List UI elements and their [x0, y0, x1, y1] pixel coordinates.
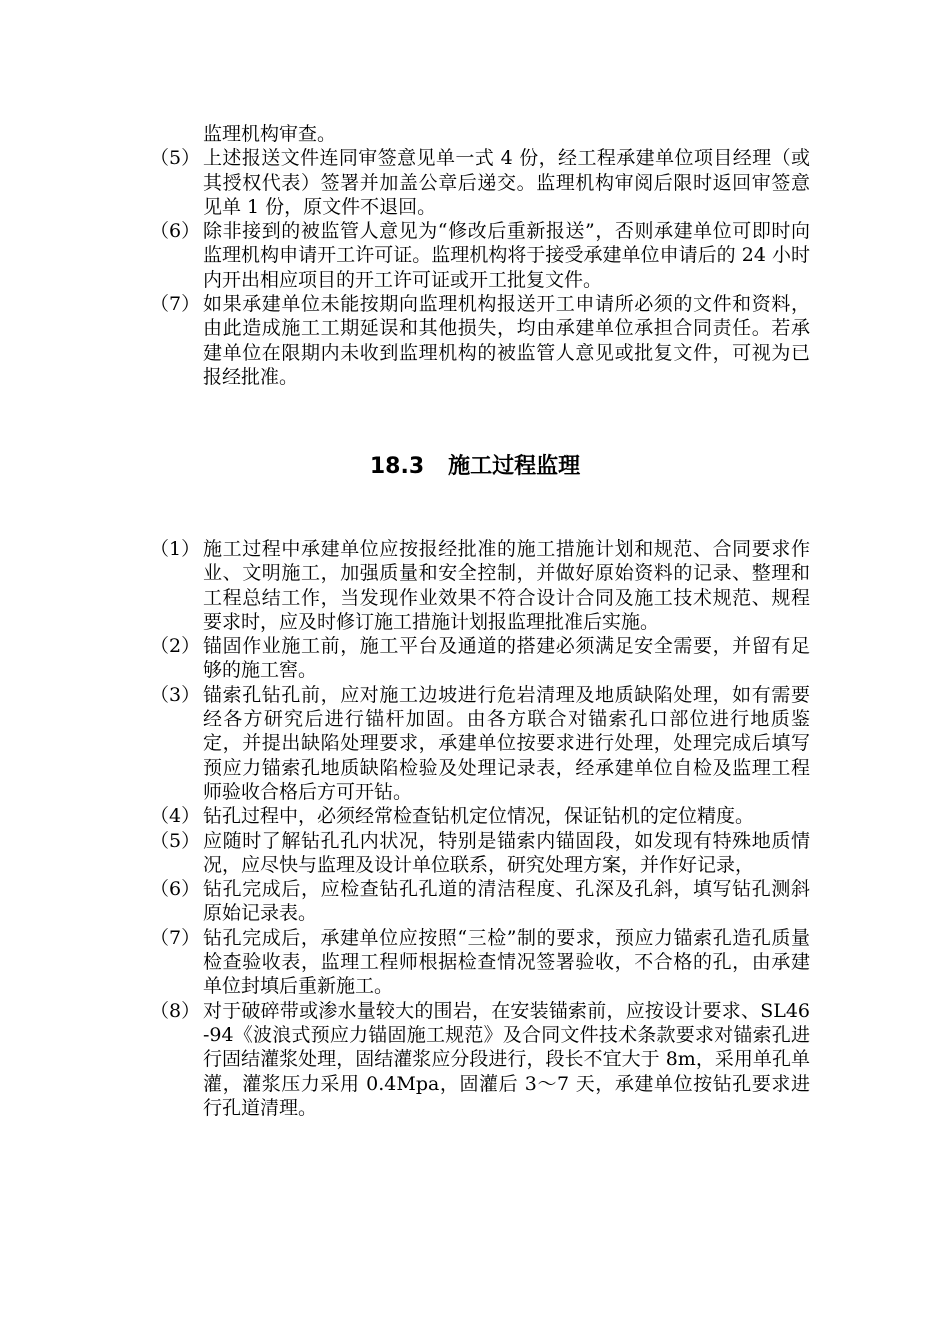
- section-b: [150, 537, 810, 1120]
- section-title: 施工过程监理: [448, 454, 581, 479]
- section-a: [150, 122, 810, 389]
- item-text: 上述报送文件连同审签意见单一式 4 份，经工程承建单位项目经理（或其授权代表）签署并加盖公章后递交。监理机构审阅后限时返回审签意见单 1 份，原文件不退回。: [203, 147, 810, 218]
- item-number: （6）: [150, 220, 201, 243]
- item-number: （4）: [150, 805, 201, 828]
- item-text: 应随时了解钻孔孔内状况，特别是锚索内锚固段，如发现有特殊地质情况，应尽快与监理及设计单位联系，研究处理方案，并作好记录，: [203, 829, 810, 876]
- item-text: 如果承建单位未能按期向监理机构报送开工申请所必须的文件和资料，由此造成施工工期延误和其他损失，均由承建单位承担合同责任。若承建单位在限期内未收到监理机构的被监管人意见或批复文件，可视为已报经批准。: [203, 293, 810, 388]
- list-item: [150, 829, 810, 878]
- item-text: 钻孔完成后，承建单位应按照“三检”制的要求，预应力锚索孔造孔质量检查验收表，监理工程师根据检查情况签署验收，不合格的孔，由承建单位封填后重新施工。: [203, 926, 810, 998]
- item-number: （3）: [150, 683, 201, 706]
- item-text: 施工过程中承建单位应按报经批准的施工措施计划和规范、合同要求作业、文明施工，加强质量和安全控制，并做好原始资料的记录、整理和工程总结工作，当发现作业效果不符合设计合同及施工技术规范、规程要求时，应及时修订施工措施计划报监理批准后实施。: [203, 538, 810, 633]
- list-item: [150, 292, 810, 389]
- item-text: 对于破碎带或渗水量较大的围岩，在安装锚索前，应按设计要求、SL46-94《波浪式预应力锚固施工规范》及合同文件技术条款要求对锚索孔进行固结灌浆处理，固结灌浆应分段进行，段长不宜大于 8m，采用单孔单灌，灌浆压力采用 0.4Mpa，固灌后 3～7 天，承建单位按钻孔要求进行孔道清理。: [203, 999, 810, 1119]
- list-item: [150, 634, 810, 683]
- list-item: [150, 877, 810, 926]
- list-item: [150, 219, 810, 292]
- section-number: 18.3: [369, 454, 425, 479]
- item-number: （6）: [150, 878, 201, 901]
- list-item: [150, 683, 810, 804]
- list-item: [150, 537, 810, 634]
- section-heading: [0, 452, 950, 482]
- item-text: 除非接到的被监管人意见为“修改后重新报送”，否则承建单位可即时向监理机构申请开工许可证。监理机构将于接受承建单位申请后的 24 小时内开出相应项目的开工许可证或开工批复文件。: [203, 220, 810, 291]
- item-number: （7）: [150, 926, 201, 949]
- item-number: （2）: [150, 635, 201, 658]
- item-number: （1）: [150, 538, 201, 560]
- item-text: 钻孔完成后，应检查钻孔孔道的清洁程度、孔深及孔斜，填写钻孔测斜原始记录表。: [203, 878, 810, 925]
- item-number: （8）: [150, 999, 201, 1022]
- list-item: [150, 999, 810, 1120]
- item-text: 钻孔过程中，必须经常检查钻机定位情况，保证钻机的定位精度。: [203, 805, 755, 828]
- list-item: [150, 804, 810, 828]
- list-item: [150, 926, 810, 999]
- item-number: （5）: [150, 829, 201, 852]
- item-number: （7）: [150, 293, 201, 316]
- item-text: 锚索孔钻孔前，应对施工边坡进行危岩清理及地质缺陷处理，如有需要经各方研究后进行锚杆加固。由各方联合对锚索孔口部位进行地质鉴定，并提出缺陷处理要求，承建单位按要求进行处理，处理完成后填写预应力锚索孔地质缺陷检验及处理记录表，经承建单位自检及监理工程师验收合格后方可开钻。: [203, 683, 810, 803]
- list-item: [150, 146, 810, 219]
- item-number: （5）: [150, 147, 201, 170]
- item-text: 锚固作业施工前，施工平台及通道的搭建必须满足安全需要，并留有足够的施工窖。: [203, 635, 810, 682]
- continuation-text: 监理机构审查。: [203, 123, 337, 145]
